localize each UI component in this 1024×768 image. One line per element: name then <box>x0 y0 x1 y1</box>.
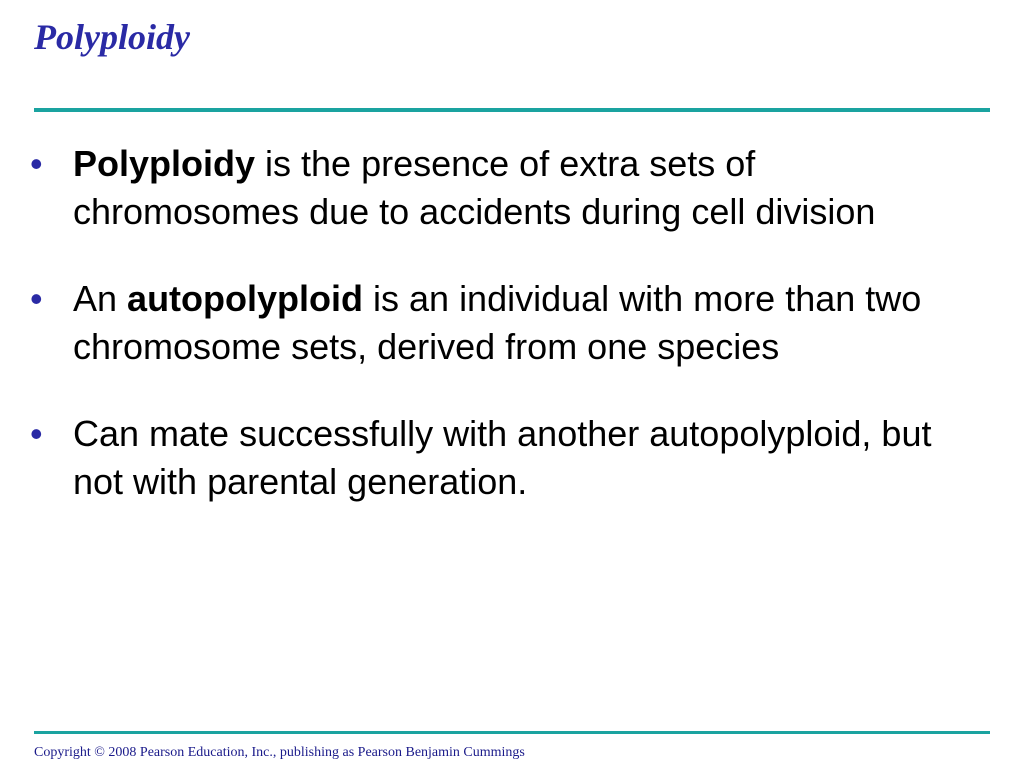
bullet-term: autopolyploid <box>127 278 364 319</box>
bullet-term: Polyploidy <box>73 143 256 184</box>
bullet-item-autopolyploid <box>30 275 990 371</box>
bullet-item-polyploidy <box>30 140 990 236</box>
bullet-text: is the presence of extra sets of chromosomes due to accidents during cell division <box>73 143 876 232</box>
bullet-text: Can mate successfully with another autopolyploid, but not with parental generation. <box>73 413 932 502</box>
bullet-item-mating <box>30 410 990 506</box>
footer-divider <box>34 731 990 734</box>
slide-title: Polyploidy <box>34 17 190 57</box>
bullet-marker: • <box>30 413 43 454</box>
bullet-list <box>30 140 990 545</box>
copyright-footer: Copyright © 2008 Pearson Education, Inc., publishing as Pearson Benjamin Cummings <box>34 745 525 760</box>
bullet-text: is an individual with more than two chromosome sets, derived from one species <box>73 278 922 367</box>
bullet-marker: • <box>30 278 43 319</box>
bullet-marker: • <box>30 143 43 184</box>
bullet-prefix: An <box>73 278 128 319</box>
title-divider <box>34 108 990 112</box>
